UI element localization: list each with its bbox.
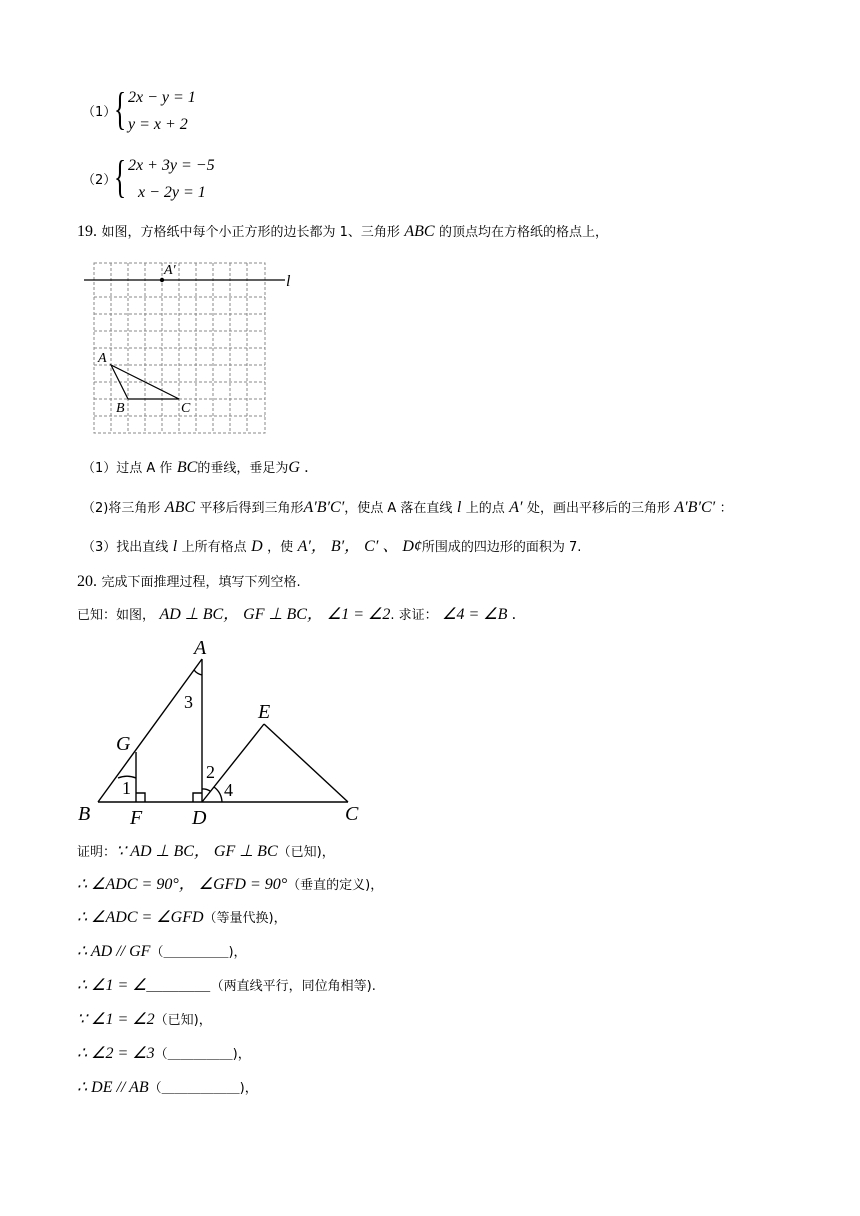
q19-part2-mid2: ，使点 A 落在直线 bbox=[344, 501, 453, 516]
label-c: C bbox=[181, 401, 191, 416]
q19-part3-end: 所围成的四边形的面积为 7. bbox=[421, 540, 582, 555]
q18-part1-eq1: 2x − y = 1 bbox=[128, 89, 196, 106]
q18-part2-eq2: x − 2y = 1 bbox=[138, 184, 206, 201]
q19-part2-abc: ABC bbox=[164, 499, 196, 516]
q20-stem bbox=[77, 572, 301, 593]
label-a: A bbox=[98, 351, 107, 366]
q18-part1-label: （1） bbox=[82, 105, 117, 120]
proof-math-blank[interactable]: ∴ ∠1 = ∠＿＿＿＿ bbox=[77, 977, 211, 994]
proof-math: ∴ ∠ADC = 90°， ∠GFD = 90° bbox=[77, 876, 288, 893]
label-B: B bbox=[78, 803, 91, 825]
q19-part1-mid: 的垂线，垂足为 bbox=[197, 461, 289, 476]
segment-ec bbox=[264, 724, 348, 802]
proof-reason: （已知)， bbox=[277, 845, 335, 860]
proof-prefix: 证明： bbox=[77, 845, 117, 860]
arc-angle-2 bbox=[202, 789, 210, 791]
proof-line bbox=[77, 1078, 258, 1099]
proof-math: ∴ DE // AB bbox=[77, 1079, 149, 1096]
label-C: C bbox=[345, 803, 359, 825]
q19-part2-l: l bbox=[456, 499, 462, 516]
q18-part1-eq2: y = x + 2 bbox=[128, 116, 188, 133]
proof-math: ∴ ∠ADC = ∠GFD bbox=[77, 909, 204, 926]
proof-reason: （两直线平行，同位角相等). bbox=[210, 979, 376, 994]
q19-stem-tail: 的顶点均在方格纸的格点上， bbox=[438, 225, 608, 240]
q19-part3-pts: A′， B′， C′ 、 D¢ bbox=[297, 538, 422, 555]
proof-reason-blank[interactable]: （＿＿＿＿＿＿)， bbox=[148, 1081, 258, 1096]
proof-line bbox=[77, 976, 376, 997]
q19-stem bbox=[77, 222, 608, 243]
label-D: D bbox=[192, 807, 207, 829]
proof-line bbox=[77, 1010, 212, 1031]
q20-prove-label: . 求证： bbox=[390, 608, 438, 623]
angle-num-4: 4 bbox=[224, 780, 233, 800]
q19-stem-text: 如图，方格纸中每个小正方形的边长都为 1、三角形 bbox=[101, 225, 400, 240]
q19-part2-abc-prime2: A′B′C′ bbox=[674, 499, 716, 516]
q18-part1-brace: { bbox=[114, 83, 127, 134]
proof-reason: （垂直的定义)， bbox=[287, 878, 384, 893]
q19-number: 19. bbox=[77, 223, 97, 240]
q20-given-label: 已知：如图， bbox=[77, 608, 156, 623]
q19-grid-figure bbox=[80, 255, 300, 440]
proof-reason: （已知)， bbox=[154, 1013, 212, 1028]
proof-reason: （等量代换)， bbox=[203, 911, 287, 926]
q19-part2-mid4: 处，画出平移后的三角形 bbox=[526, 501, 670, 516]
q20-given bbox=[77, 605, 516, 626]
proof-line bbox=[77, 842, 335, 863]
q20-given-math: AD ⊥ BC， GF ⊥ BC， ∠1 = ∠2 bbox=[159, 606, 391, 623]
q19-part3-mid1: 上所有格点 bbox=[181, 540, 247, 555]
q18-part2-eq1: 2x + 3y = −5 bbox=[128, 157, 215, 174]
proof-line bbox=[77, 875, 383, 896]
proof-line bbox=[77, 908, 287, 929]
proof-math: ∴ AD // GF bbox=[77, 943, 151, 960]
q20-stem-text: 完成下面推理过程，填写下列空格. bbox=[101, 575, 301, 590]
segment-ba bbox=[98, 659, 202, 802]
proof-reason-blank[interactable]: （＿＿＿＿＿)， bbox=[154, 1047, 251, 1062]
q19-stem-abc: ABC bbox=[404, 223, 435, 240]
q19-part2-mid3: 上的点 bbox=[465, 501, 505, 516]
q19-part2-mid1: 平移后得到三角形 bbox=[199, 501, 304, 516]
label-E: E bbox=[258, 701, 271, 723]
q20-geometry-figure bbox=[70, 632, 380, 832]
q19-part3-label: （3）找出直线 bbox=[82, 540, 169, 555]
proof-line bbox=[77, 942, 247, 963]
point-a-prime bbox=[160, 278, 164, 282]
proof-math: ∵ AD ⊥ BC， GF ⊥ BC bbox=[116, 843, 278, 860]
q20-prove-math: ∠4 = ∠B bbox=[442, 606, 508, 623]
angle-num-3: 3 bbox=[184, 692, 193, 712]
angle-num-1: 1 bbox=[122, 778, 131, 798]
arc-angle-4 bbox=[214, 787, 222, 802]
right-angle-d bbox=[193, 793, 202, 802]
q18-part2-brace: { bbox=[114, 151, 127, 202]
label-G: G bbox=[116, 733, 131, 755]
angle-num-2: 2 bbox=[206, 762, 215, 782]
q19-part2-a-prime: A′ bbox=[509, 499, 523, 516]
q19-part1-end: . bbox=[304, 459, 309, 476]
q18-part2-label: （2） bbox=[82, 173, 117, 188]
label-a-prime: A′ bbox=[164, 263, 176, 278]
q19-part1-bc: BC bbox=[176, 459, 198, 476]
proof-math: ∵ ∠1 = ∠2 bbox=[77, 1011, 155, 1028]
q19-part1-label: （1）过点 A 作 bbox=[82, 461, 173, 476]
proof-math: ∴ ∠2 = ∠3 bbox=[77, 1045, 155, 1062]
right-angle-f bbox=[136, 793, 145, 802]
label-l: l bbox=[286, 273, 291, 290]
q19-part3-mid2: ，使 bbox=[267, 540, 294, 555]
q19-part1-g: G bbox=[288, 459, 300, 476]
proof-line bbox=[77, 1044, 251, 1065]
q19-part3-l: l bbox=[172, 538, 178, 555]
q20-number: 20. bbox=[77, 573, 97, 590]
q19-part2-label: （2)将三角形 bbox=[82, 501, 161, 516]
label-b: B bbox=[116, 401, 125, 416]
q20-prove-end: . bbox=[511, 606, 516, 623]
q19-part2 bbox=[82, 498, 733, 519]
proof-reason-blank[interactable]: （＿＿＿＿＿)， bbox=[150, 945, 247, 960]
q19-part2-abc-prime: A′B′C′ bbox=[303, 499, 345, 516]
q19-part2-end: ： bbox=[719, 501, 733, 516]
label-A: A bbox=[194, 637, 207, 659]
q19-part3 bbox=[82, 537, 581, 558]
arc-angle-3 bbox=[194, 670, 202, 675]
q19-part3-d: D bbox=[251, 538, 263, 555]
q19-part1 bbox=[82, 458, 308, 479]
label-F: F bbox=[130, 807, 143, 829]
